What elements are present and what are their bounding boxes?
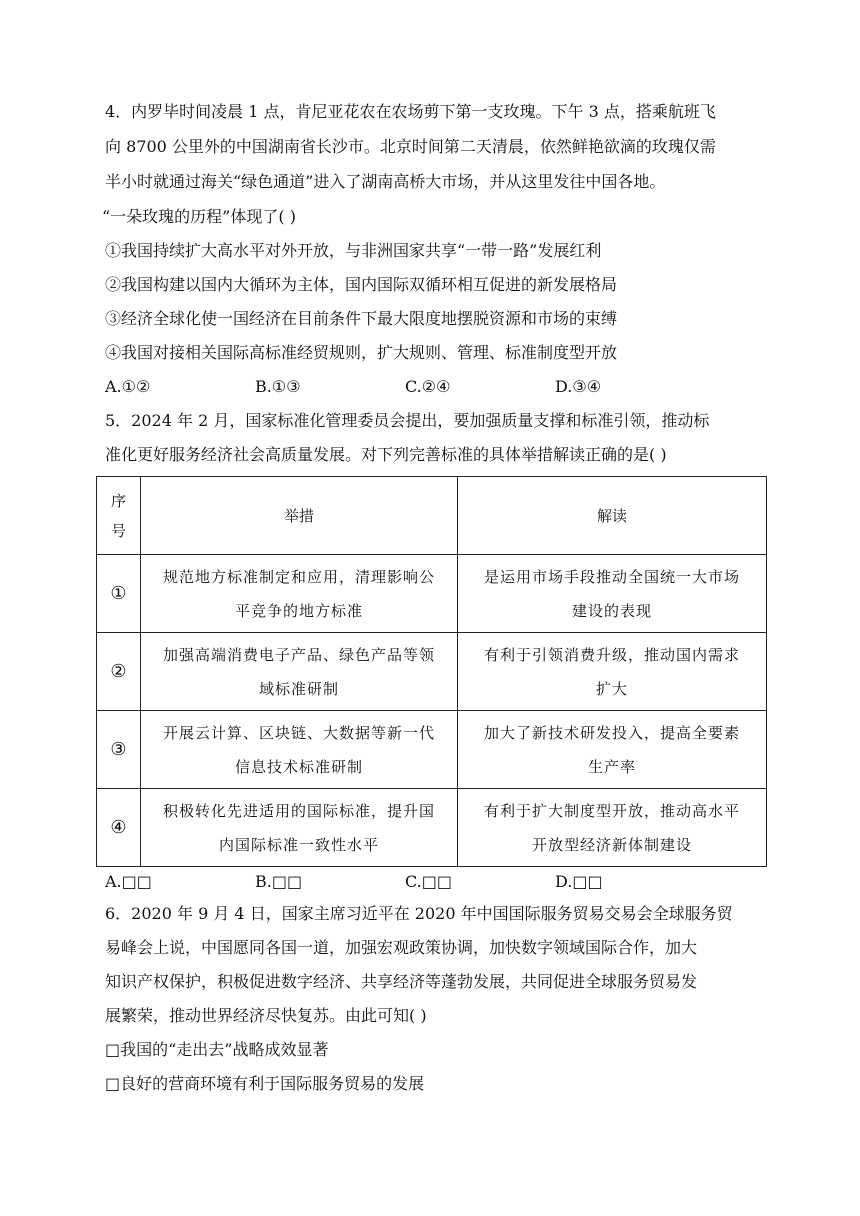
q4-option-d[interactable]: D.③④ xyxy=(555,377,602,396)
row-interpretation: 有利于扩大制度型开放，推动高水平 开放型经济新体制建设 xyxy=(458,789,767,867)
row-measure: 加强高端消费电子产品、绿色产品等领 域标准研制 xyxy=(141,633,458,711)
row-interpretation: 是运用市场手段推动全国统一大市场 建设的表现 xyxy=(458,555,767,633)
row-number: ③ xyxy=(97,711,141,789)
q5-option-b[interactable]: B.□□ xyxy=(255,872,303,891)
table-row xyxy=(97,789,767,867)
table-row xyxy=(97,555,767,633)
q6-line-1: 6．2020 年 9 月 4 日，国家主席习近平在 2020 年中国国际服务贸易交易会全球服务贸 xyxy=(105,904,733,923)
row-interpretation: 有利于引领消费升级，推动国内需求 扩大 xyxy=(458,633,767,711)
q4-option-a[interactable]: A.①② xyxy=(105,377,151,396)
row-measure: 开展云计算、区块链、大数据等新一代 信息技术标准研制 xyxy=(141,711,458,789)
q4-line-2: 向 8700 公里外的中国湖南省长沙市。北京时间第二天清晨，依然鲜艳欲滴的玫瑰仅需 xyxy=(105,137,716,156)
q6-line-4: 展繁荣，推动世界经济尽快复苏。由此可知( ) xyxy=(105,1006,427,1025)
q6-item-1: □我国的“走出去”战略成效显著 xyxy=(105,1040,329,1059)
row-number: ④ xyxy=(97,789,141,867)
row-number: ② xyxy=(97,633,141,711)
row-measure: 积极转化先进适用的国际标准，提升国 内国际标准一致性水平 xyxy=(141,789,458,867)
q4-item-3: ③经济全球化使一国经济在目前条件下最大限度地摆脱资源和市场的束缚 xyxy=(105,309,618,328)
row-measure: 规范地方标准制定和应用，清理影响公 平竞争的地方标准 xyxy=(141,555,458,633)
table-row xyxy=(97,633,767,711)
q6-line-3: 知识产权保护，积极促进数字经济、共享经济等蓬勃发展，共同促进全球服务贸易发 xyxy=(105,972,698,991)
q4-option-b[interactable]: B.①③ xyxy=(255,377,301,396)
q5-option-a[interactable]: A.□□ xyxy=(105,872,152,891)
q5-table xyxy=(96,476,767,867)
q5-option-d[interactable]: D.□□ xyxy=(555,872,603,891)
header-interpretation: 解读 xyxy=(458,477,767,555)
row-interpretation: 加大了新技术研发投入，提高全要素 生产率 xyxy=(458,711,767,789)
q6-item-2: □良好的营商环境有利于国际服务贸易的发展 xyxy=(105,1074,425,1093)
q4-line-3: 半小时就通过海关“绿色通道”进入了湖南高桥大市场，并从这里发往中国各地。 xyxy=(105,172,666,191)
q4-line-1: 4．内罗毕时间凌晨 1 点，肯尼亚花农在农场剪下第一支玫瑰。下午 3 点，搭乘航班飞 xyxy=(105,102,716,121)
q5-option-c[interactable]: C.□□ xyxy=(405,872,452,891)
q6-line-2: 易峰会上说，中国愿同各国一道，加强宏观政策协调，加快数字领域国际合作，加大 xyxy=(105,938,698,957)
header-measure: 举措 xyxy=(141,477,458,555)
q4-option-c[interactable]: C.②④ xyxy=(405,377,451,396)
q4-stem: “一朵玫瑰的历程”体现了( ) xyxy=(102,207,296,226)
row-number: ① xyxy=(97,555,141,633)
q4-item-2: ②我国构建以国内大循环为主体，国内国际双循环相互促进的新发展格局 xyxy=(105,275,618,294)
q4-item-1: ①我国持续扩大高水平对外开放，与非洲国家共享“一带一路”发展红利 xyxy=(105,241,602,260)
table-row xyxy=(97,711,767,789)
q4-item-4: ④我国对接相关国际高标准经贸规则，扩大规则、管理、标准制度型开放 xyxy=(105,343,618,362)
header-seq: 序 号 xyxy=(97,477,141,555)
q5-line-2: 准化更好服务经济社会高质量发展。对下列完善标准的具体举措解读正确的是( ) xyxy=(105,445,667,464)
table-header-row xyxy=(97,477,767,555)
q5-line-1: 5．2024 年 2 月，国家标准化管理委员会提出，要加强质量支撑和标准引领，推动标 xyxy=(105,411,710,430)
